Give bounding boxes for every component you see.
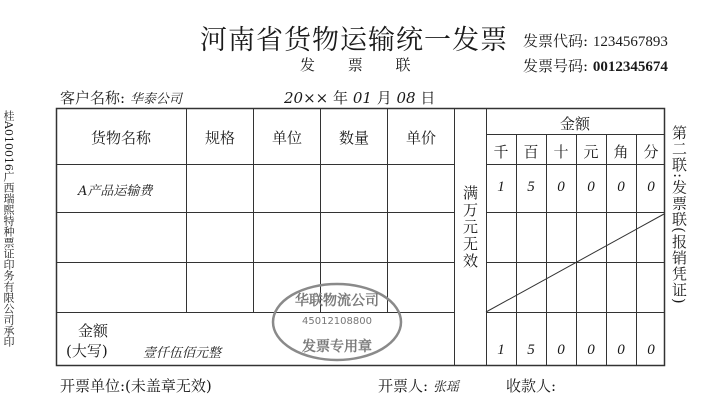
row1-digit-ten: 0 (557, 179, 565, 195)
invoice-number-value: 0012345674 (592, 59, 668, 75)
row1-digit-thousand: 1 (497, 179, 505, 195)
customer-name-label: 客户名称: (60, 89, 126, 107)
row1-digit-hundred: 5 (527, 179, 535, 195)
row1-digit-yuan: 0 (587, 179, 595, 195)
stamp-tax-number: 45012108800 (302, 316, 372, 327)
drawer-label: 开票人: (378, 377, 429, 395)
invoice-title: 河南省货物运输统一发票 (200, 25, 508, 56)
invoice-number-label: 发票号码: (523, 57, 589, 75)
void-over-ten-thousand-note: 满万元无效 (461, 185, 479, 270)
row1-digit-jiao: 0 (617, 179, 625, 195)
column-header-unit: 单位 (271, 129, 302, 147)
payee-label: 收款人: (506, 377, 557, 395)
total-label-line1: 金额 (78, 322, 109, 340)
drawer-field (378, 375, 459, 396)
drawer-name: 张瑶 (432, 380, 459, 395)
column-header-spec: 规格 (204, 129, 235, 147)
customer-name-value: 华泰公司 (129, 92, 182, 107)
date-month: 01 (352, 89, 372, 107)
column-header-goods: 货物名称 (90, 129, 151, 147)
column-header-price: 单价 (405, 129, 436, 147)
row1-item-name: A产品运输费 (78, 184, 153, 199)
total-digit-hundred: 5 (527, 342, 535, 358)
date-year-unit: 年 (333, 89, 349, 107)
total-label-line2: (大写) (66, 342, 108, 360)
stamp-purpose: 发票专用章 (302, 339, 372, 355)
unit-fen: 分 (643, 143, 659, 161)
unit-hundred: 百 (523, 143, 539, 161)
invoice-code-value: 1234567893 (592, 34, 668, 50)
date-day: 08 (396, 89, 416, 107)
date-day-unit: 日 (420, 89, 436, 107)
copy-note: 第二联:发票联(报销凭证) (670, 125, 688, 305)
invoice-subtitle: 发 票 联 (300, 56, 425, 74)
amount-header: 金额 (559, 115, 590, 133)
printer-note: 桂A010016广西瑞熙特种票证印务有限公司承印 (2, 110, 15, 347)
total-digit-ten: 0 (557, 342, 565, 358)
row1-digit-fen: 0 (647, 179, 655, 195)
unit-ten: 十 (553, 143, 569, 161)
total-digit-thousand: 1 (497, 342, 505, 358)
unit-yuan: 元 (583, 143, 599, 161)
unit-thousand: 千 (493, 143, 509, 161)
stamp-company-name: 华联物流公司 (295, 293, 379, 309)
total-digit-fen: 0 (647, 342, 655, 358)
total-amount-in-words: 壹仟伍佰元整 (143, 346, 222, 361)
unit-jiao: 角 (613, 143, 629, 161)
invoice-seal-stamp (271, 282, 403, 362)
issuer-label: 开票单位:(未盖章无效) (60, 377, 212, 395)
invoice-code-label: 发票代码: (523, 32, 589, 50)
date-month-unit: 月 (376, 89, 392, 107)
total-digit-jiao: 0 (617, 342, 625, 358)
date-year: 20×× (284, 89, 329, 107)
column-header-quantity: 数量 (338, 129, 369, 147)
total-digit-yuan: 0 (587, 342, 595, 358)
